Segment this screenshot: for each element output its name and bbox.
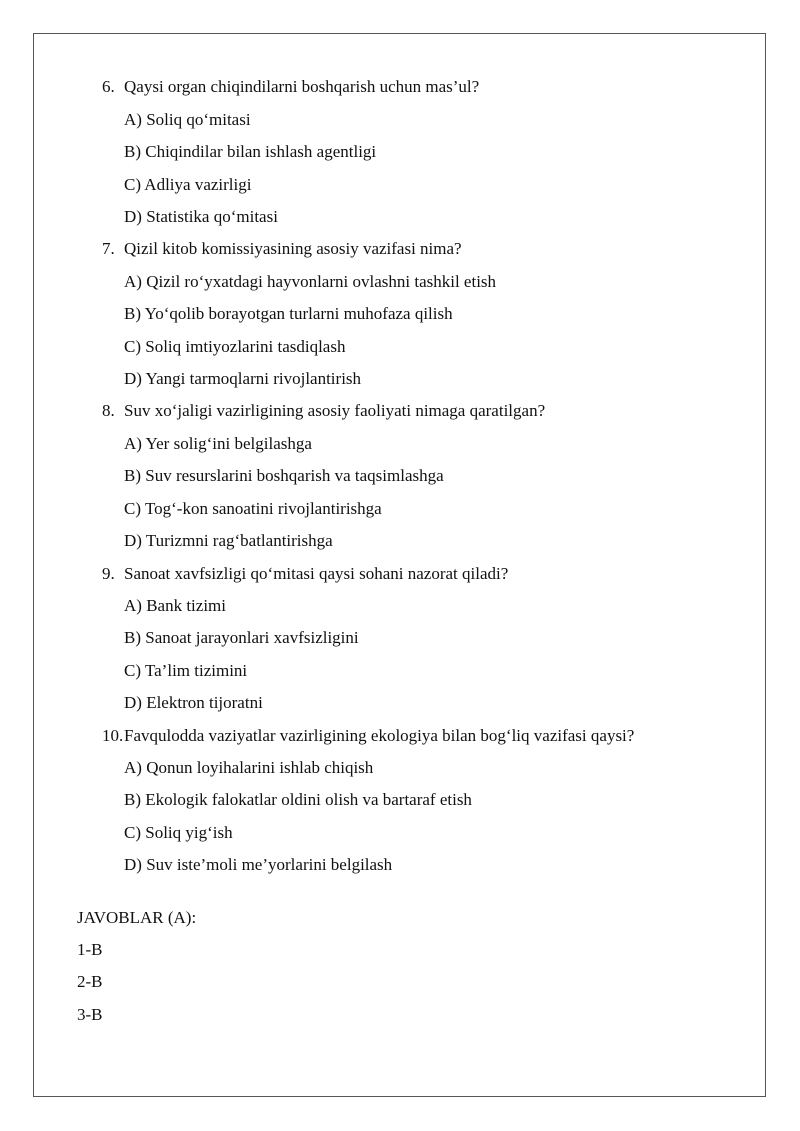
option-8d: D) Turizmni rag‘batlantirishga bbox=[124, 531, 333, 550]
question-text: Qaysi organ chiqindilarni boshqarish uchun mas’ul? bbox=[124, 77, 480, 96]
option-10b: B) Ekologik falokatlar oldini olish va bartaraf etish bbox=[124, 790, 472, 809]
option-8b: B) Suv resurslarini boshqarish va taqsimlashga bbox=[124, 466, 444, 485]
option-6b: B) Chiqindilar bilan ishlash agentligi bbox=[124, 142, 377, 161]
answer-item: 3-B bbox=[77, 1005, 103, 1024]
option-7b: B) Yo‘qolib borayotgan turlarni muhofaza qilish bbox=[124, 304, 453, 323]
option-9a: A) Bank tizimi bbox=[124, 596, 226, 615]
question-number: 8. bbox=[102, 401, 115, 420]
question-number: 7. bbox=[102, 239, 115, 258]
answer-item: 1-B bbox=[77, 940, 103, 959]
option-6a: A) Soliq qo‘mitasi bbox=[124, 110, 251, 129]
question-text: Qizil kitob komissiyasining asosiy vazifasi nima? bbox=[124, 239, 462, 258]
question-text: Sanoat xavfsizligi qo‘mitasi qaysi sohani nazorat qiladi? bbox=[124, 564, 509, 583]
option-9c: C) Ta’lim tizimini bbox=[124, 661, 248, 680]
option-7d: D) Yangi tarmoqlarni rivojlantirish bbox=[124, 369, 362, 388]
option-10a: A) Qonun loyihalarini ishlab chiqish bbox=[124, 758, 374, 777]
question-text: Favqulodda vaziyatlar vazirligining ekologiya bilan bog‘liq vazifasi qaysi? bbox=[124, 726, 635, 745]
option-9d: D) Elektron tijoratni bbox=[124, 693, 263, 712]
option-6d: D) Statistika qo‘mitasi bbox=[124, 207, 278, 226]
option-9b: B) Sanoat jarayonlari xavfsizligini bbox=[124, 628, 359, 647]
option-10c: C) Soliq yig‘ish bbox=[124, 823, 233, 842]
question-number: 10. bbox=[102, 726, 124, 745]
option-8a: A) Yer solig‘ini belgilashga bbox=[124, 434, 312, 453]
option-6c: C) Adliya vazirligi bbox=[124, 175, 252, 194]
answer-item: 2-B bbox=[77, 972, 103, 991]
question-number: 9. bbox=[102, 564, 115, 583]
option-8c: C) Tog‘-kon sanoatini rivojlantirishga bbox=[124, 499, 382, 518]
option-7a: A) Qizil ro‘yxatdagi hayvonlarni ovlashni tashkil etish bbox=[124, 272, 497, 291]
option-7c: C) Soliq imtiyozlarini tasdiqlash bbox=[124, 337, 346, 356]
question-text: Suv xo‘jaligi vazirligining asosiy faoliyati nimaga qaratilgan? bbox=[124, 401, 546, 420]
option-10d: D) Suv iste’moli me’yorlarini belgilash bbox=[124, 855, 393, 874]
answers-heading: JAVOBLAR (A): bbox=[77, 908, 197, 927]
question-number: 6. bbox=[102, 77, 115, 96]
